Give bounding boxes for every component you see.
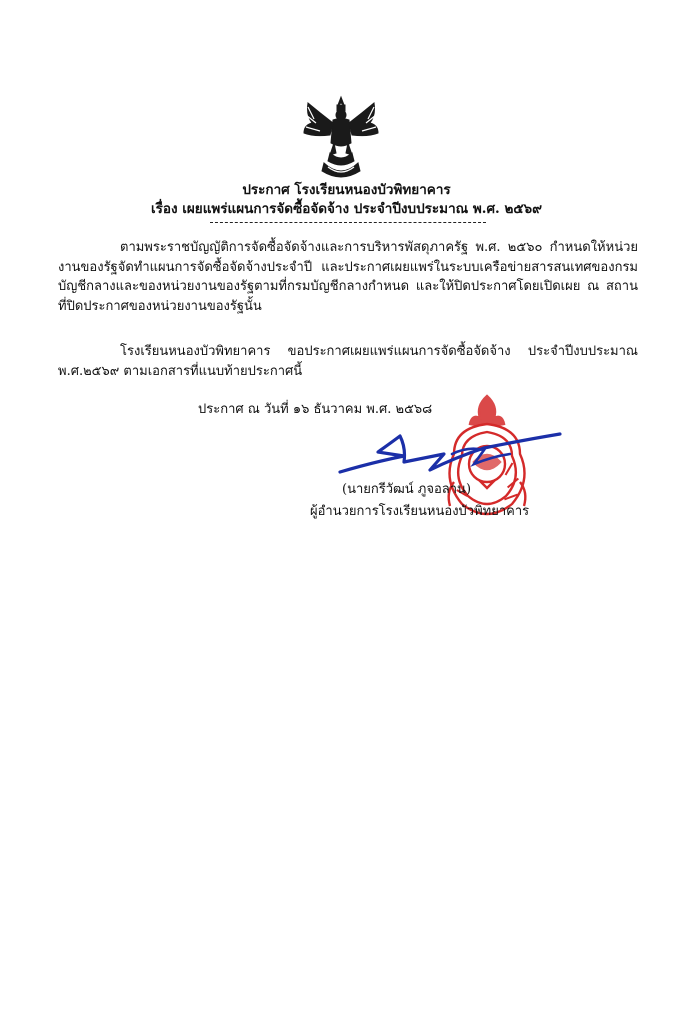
signer-position: ผู้อำนวยการโรงเรียนหนองบัวพิทยาคาร [310, 504, 530, 519]
title-divider [210, 222, 486, 223]
subject-label: เรื่อง [150, 201, 178, 217]
garuda-emblem-icon [300, 93, 382, 183]
subject-text: เผยแพร่แผนการจัดซื้อจัดจ้าง ประจำปีงบประมาณ พ.ศ. ๒๕๖๙ [182, 201, 543, 217]
announcement-heading: ประกาศ โรงเรียนหนองบัวพิทยาคาร [242, 182, 451, 198]
handwritten-signature [334, 428, 564, 480]
body-paragraph-2: โรงเรียนหนองบัวพิทยาคาร ขอประกาศเผยแพร่แผนการจัดซื้อจัดจ้าง ประจำปีงบประมาณ พ.ศ.๒๕๖๙ ตามเอกสารที่แนบท้ายประกาศนี้ [58, 344, 638, 379]
signer-name: (นายกรีวัฒน์ ภูจอลาน) [342, 482, 472, 497]
announcement-subject-line [0, 200, 693, 218]
body-paragraph-1: ตามพระราชบัญญัติการจัดซื้อจัดจ้างและการบริหารพัสดุภาครัฐ พ.ศ. ๒๕๖๐ กำหนดให้หน่วยงานของรัฐจัดทำแผนการจัดซื้อจัดจ้างประจำปี และประกาศเผยแพร่ในระบบเครือข่ายสารสนเทศของกรมบัญชีกลางและของหน่วยงานของรัฐตามที่กรมบัญชีกลางกำหนด และให้ปิดประกาศโดยเปิดเผย ณ สถานที่ปิดประกาศของหน่วยงานของรัฐนั้น [58, 240, 638, 314]
announcement-dateline: ประกาศ ณ วันที่ ๑๖ ธันวาคม พ.ศ. ๒๕๖๘ [198, 402, 433, 417]
